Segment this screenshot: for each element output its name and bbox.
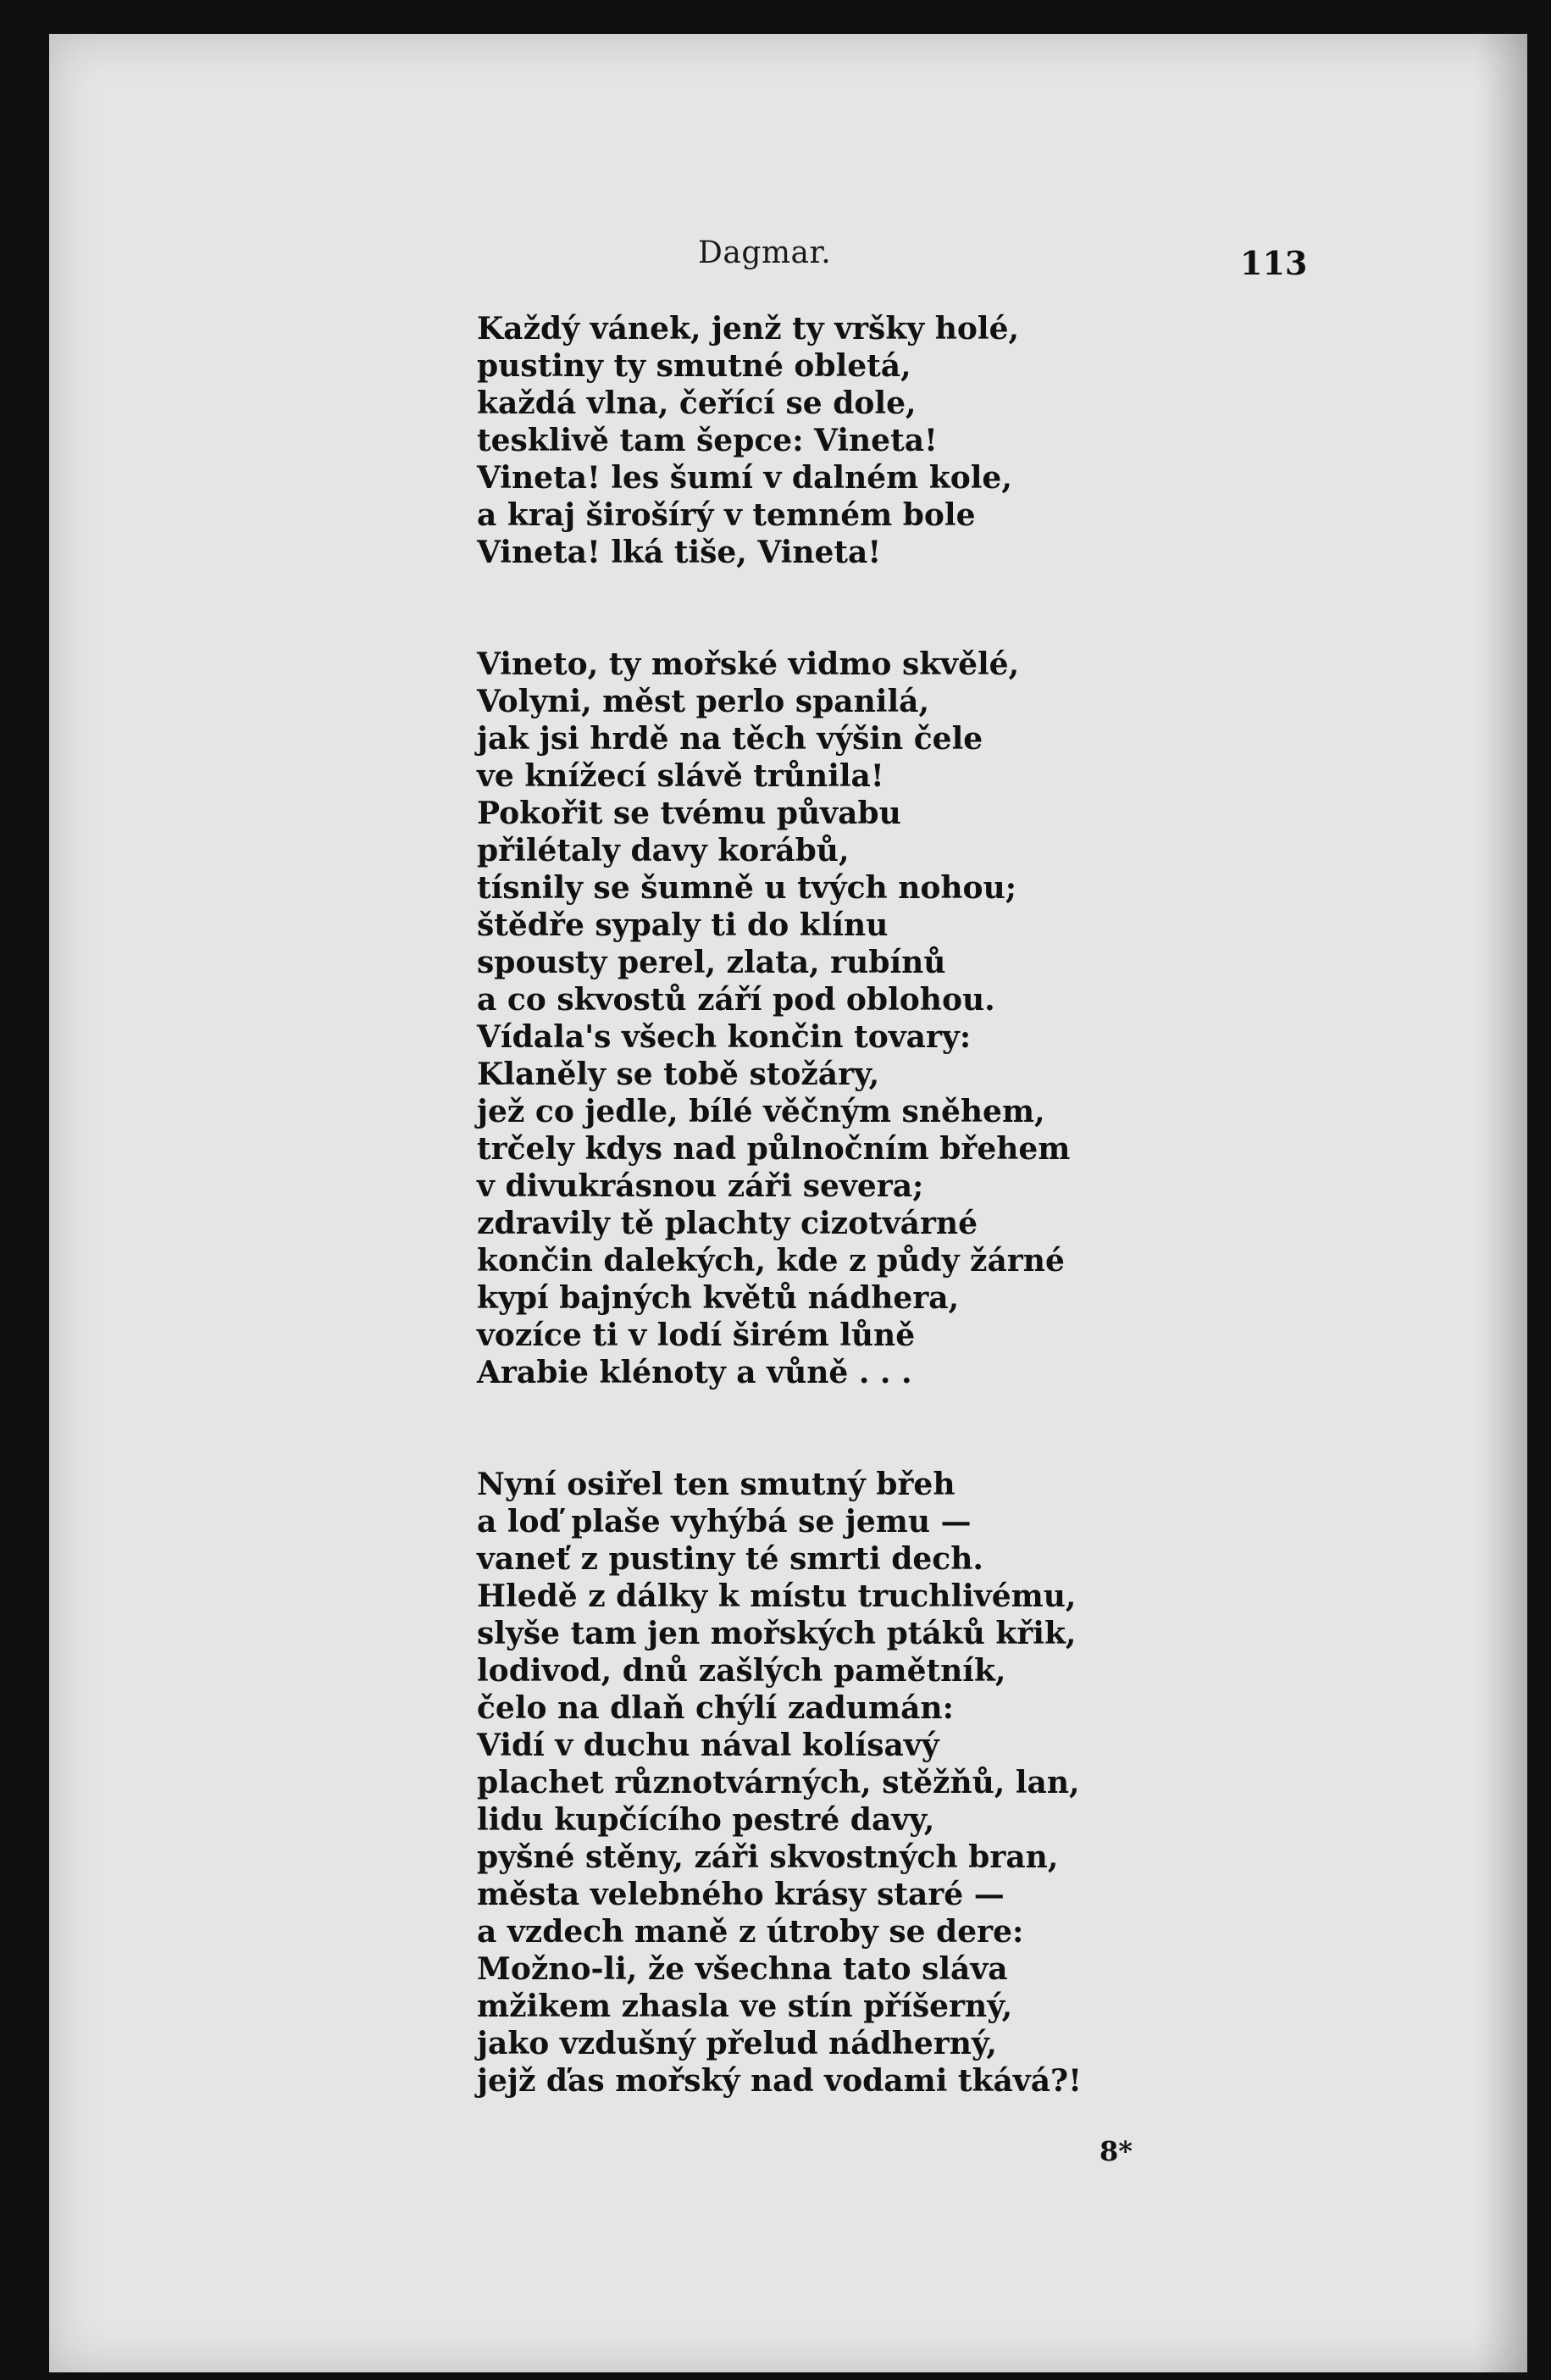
- running-title: Dagmar.: [698, 236, 832, 270]
- verse-line: jež co jedle, bílé věčným sněhem,: [477, 1094, 1045, 1129]
- verse-line: Arabie klénoty a vůně . . .: [477, 1355, 912, 1390]
- verse-line: a loď plaše vyhýbá se jemu —: [477, 1504, 972, 1540]
- verse-line: ve knížecí slávě trůnila!: [477, 758, 884, 794]
- verse-line: vozíce ti v lodí širém lůně: [477, 1318, 916, 1353]
- verse-line: kypí bajných květů nádhera,: [477, 1280, 960, 1316]
- verse-line: jako vzdušný přelud nádherný,: [477, 2026, 997, 2061]
- verse-line: pustiny ty smutné obletá,: [477, 348, 911, 384]
- verse-line: lodivod, dnů zašlých pamětník,: [477, 1653, 1006, 1689]
- verse-line: pyšné stěny, záři skvostných bran,: [477, 1839, 1059, 1875]
- verse-line: Každý vánek, jenž ty vršky holé,: [477, 311, 1020, 347]
- verse-line: a kraj širošírý v temném bole: [477, 497, 976, 533]
- verse-line: tesklivě tam šepce: Vineta!: [477, 423, 938, 458]
- printer-signature-mark: 8*: [1100, 2135, 1133, 2167]
- verse-line: Možno-li, že všechna tato sláva: [477, 1951, 1008, 1987]
- verse-line: mžikem zhasla ve stín příšerný,: [477, 1989, 1013, 2024]
- verse-line: přilétaly davy korábů,: [477, 833, 850, 868]
- verse-line: a co skvostů září pod oblohou.: [477, 982, 995, 1018]
- verse-line: Vidí v duchu nával kolísavý: [477, 1728, 939, 1763]
- verse-line: lidu kupčícího pestré davy,: [477, 1802, 935, 1838]
- verse-line: spousty perel, zlata, rubínů: [477, 945, 946, 980]
- verse-line: každá vlna, čeřící se dole,: [477, 386, 917, 421]
- verse-line: Vineta! les šumí v dalném kole,: [477, 460, 1012, 496]
- verse-line: trčely kdys nad půlnočním břehem: [477, 1131, 1071, 1167]
- verse-line: Vineta! lká tiše, Vineta!: [477, 535, 882, 570]
- stanza: [477, 310, 1324, 571]
- verse-line: jak jsi hrdě na těch výšin čele: [477, 721, 983, 757]
- verse-line: tísnily se šumně u tvých nohou;: [477, 870, 1017, 906]
- stanza: [477, 646, 1324, 1391]
- verse-line: Volyni, měst perlo spanilá,: [477, 684, 929, 719]
- verse-line: Vídala's všech končin tovary:: [477, 1019, 972, 1055]
- verse-line: a vzdech maně z útroby se dere:: [477, 1914, 1024, 1950]
- book-page: [49, 34, 1527, 2372]
- verse-line: Pokořit se tvému půvabu: [477, 796, 901, 831]
- verse-line: štědře sypaly ti do klínu: [477, 907, 889, 943]
- verse-line: Vineto, ty mořské vidmo skvělé,: [477, 646, 1020, 682]
- verse-line: Hledě z dálky k místu truchlivému,: [477, 1578, 1077, 1614]
- verse-line: Klaněly se tobě stožáry,: [477, 1057, 880, 1092]
- verse-line: jejž ďas mořský nad vodami tkává?!: [477, 2063, 1082, 2099]
- verse-line: vaneť z pustiny té smrti dech.: [477, 1541, 983, 1577]
- verse-line: v divukrásnou záři severa;: [477, 1168, 924, 1204]
- verse-line: čelo na dlaň chýlí zadumán:: [477, 1690, 954, 1726]
- page-number: 113: [1240, 244, 1308, 282]
- verse-line: Nyní osiřel ten smutný břeh: [477, 1467, 956, 1502]
- stanza: [477, 1466, 1324, 2100]
- verse-line: slyše tam jen mořských ptáků křik,: [477, 1616, 1077, 1651]
- verse-line: končin dalekých, kde z půdy žárné: [477, 1243, 1065, 1279]
- poem-body: [477, 310, 1324, 2100]
- verse-line: města velebného krásy staré —: [477, 1877, 1005, 1912]
- verse-line: plachet různotvárných, stěžňů, lan,: [477, 1765, 1080, 1800]
- verse-line: zdravily tě plachty cizotvárné: [477, 1206, 978, 1241]
